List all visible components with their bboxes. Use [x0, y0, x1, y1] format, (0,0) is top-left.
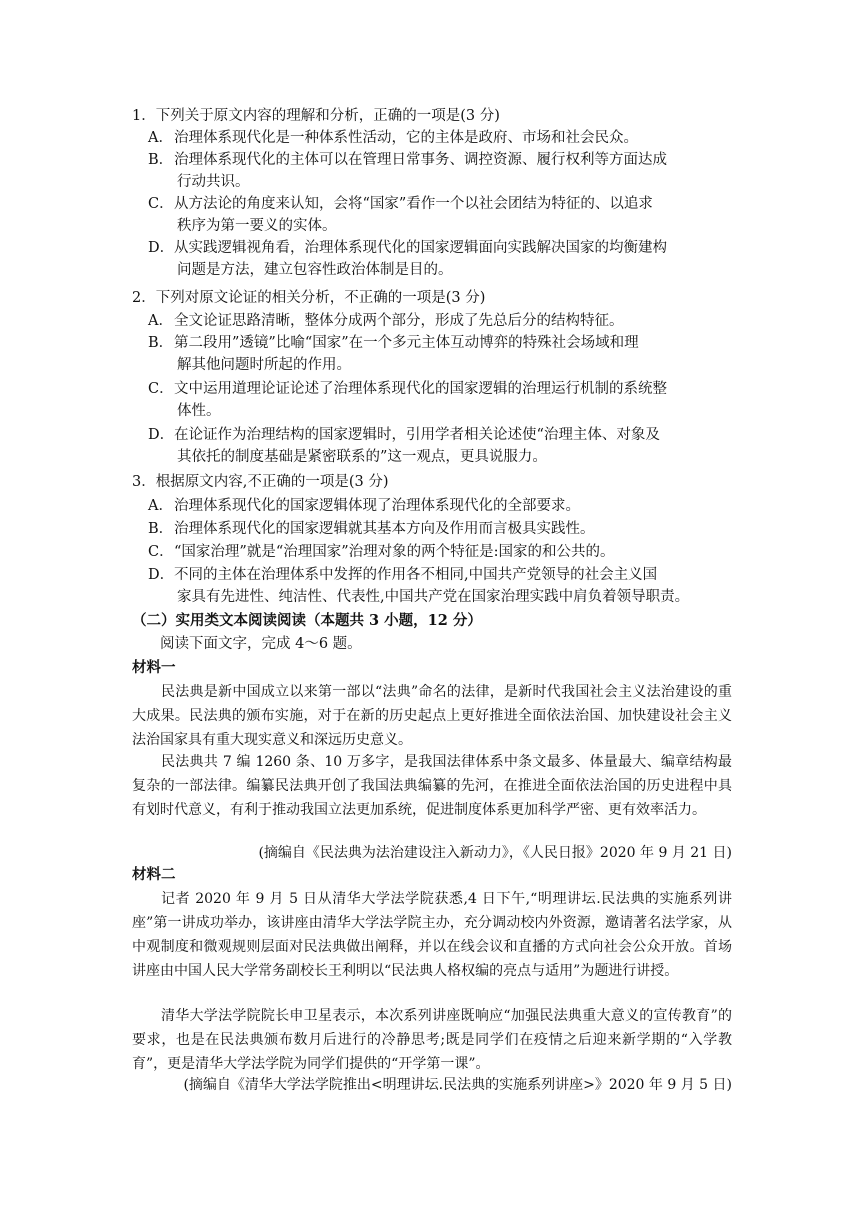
- question-1-stem: 1．下列关于原文内容的理解和分析，正确的一项是(3 分): [132, 108, 500, 124]
- option-text: 第二段用”透镜”比喻“国家”在一个多元主体互动博弈的特殊社会场域和理: [174, 335, 639, 351]
- material-2-paragraph-2: 清华大学法学院院长申卫星表示，本次系列讲座既响应“加强民法典重大意义的宣传教育”的要求，也是在民法典颁布数月后进行的冷静思考;既是同学们在疫情之后迎来新学期的“入学教育”，更是清华大学法学院为同学们提供的“开学第一课”。: [132, 1008, 732, 1072]
- question-1-option-c: [148, 193, 733, 237]
- option-letter: C．: [148, 196, 174, 212]
- section-intro: 阅读下面文字，完成 4～6 题。: [160, 636, 362, 652]
- material-1-source: (摘编自《民法典为法治建设注入新动力》，《人民日报》2020 年 9 月 21 日): [258, 845, 732, 861]
- option-letter: C．: [148, 544, 174, 560]
- material-1-paragraph-1: 民法典是新中国成立以来第一部以“法典”命名的法律，是新时代我国社会主义法治建设的重大成果。民法典的颁布实施，对于在新的历史起点上更好推进全面依法治国、加快建设社会主义法治国家具有重大现实意义和深远历史意义。: [132, 684, 732, 748]
- option-text-continued: 行动共识。: [177, 174, 250, 190]
- question-2-option-a: [148, 310, 733, 332]
- option-text: 从实践逻辑视角看，治理体系现代化的国家逻辑面向实践解决国家的均衡建构: [174, 240, 667, 256]
- question-1-option-a: [148, 127, 733, 149]
- option-text-continued: 秩序为第一要义的实体。: [177, 218, 337, 234]
- option-letter: B．: [148, 521, 174, 537]
- option-text: 治理体系现代化是一种体系性活动，它的主体是政府、市场和社会民众。: [174, 130, 638, 146]
- option-text: 治理体系现代化的国家逻辑体现了治理体系现代化的全部要求。: [174, 498, 580, 514]
- option-text: 治理体系现代化的国家逻辑就其基本方向及作用而言极具实践性。: [174, 521, 595, 537]
- option-text: 在论证作为治理结构的国家逻辑时，引用学者相关论述使“治理主体、对象及: [174, 427, 660, 443]
- question-2-option-d: [148, 424, 733, 468]
- question-1-option-d: [148, 237, 733, 281]
- option-text: 治理体系现代化的主体可以在管理日常事务、调控资源、履行权利等方面达成: [174, 152, 667, 168]
- option-letter: D．: [148, 427, 175, 443]
- option-text: 从方法论的角度来认知，会将“国家”看作一个以社会团结为特征的、以追求: [174, 196, 653, 212]
- option-letter: A．: [148, 130, 173, 146]
- option-letter: A．: [148, 313, 173, 329]
- question-3-option-b: [148, 518, 733, 540]
- option-text: “国家治理”就是“治理国家”治理对象的两个特征是:国家的和公共的。: [174, 544, 615, 560]
- option-letter: B．: [148, 152, 174, 168]
- option-text-continued: 体性。: [177, 403, 221, 419]
- question-3-option-a: [148, 495, 733, 517]
- question-2-option-b: [148, 332, 733, 376]
- option-text: 全文论证思路清晰，整体分成两个部分，形成了先总后分的结构特征。: [174, 313, 624, 329]
- option-text-continued: 问题是方法，建立包容性政治体制是目的。: [177, 262, 453, 278]
- material-1-paragraph-2: 民法典共 7 编 1260 条、10 万多字，是我国法律体系中条文最多、体量最大、编章结构最复杂的一部法律。编纂民法典开创了我国法典编纂的先河，在推进全面依法治国的历史进程中具有划时代意义，有利于推动我国立法更加系统，促进制度体系更加科学严密、更有效率活力。: [132, 754, 732, 818]
- option-letter: A．: [148, 498, 173, 514]
- material-1-title: 材料一: [132, 659, 176, 676]
- option-letter: B．: [148, 335, 174, 351]
- question-3-option-c: [148, 541, 733, 563]
- section-heading: （二）实用类文本阅读阅读（本题共 3 小题，12 分）: [132, 612, 482, 629]
- material-2-title: 材料二: [132, 866, 176, 883]
- question-1-option-b: [148, 149, 733, 193]
- option-text-continued: 其依托的制度基础是紧密联系的”这一观点，更具说服力。: [177, 449, 547, 465]
- option-text: 不同的主体在治理体系中发挥的作用各不相同,中国共产党领导的社会主义国: [174, 567, 658, 583]
- option-letter: D．: [148, 567, 175, 583]
- option-letter: D．: [148, 240, 175, 256]
- question-2-stem: 2．下列对原文论证的相关分析，不正确的一项是(3 分): [132, 290, 486, 306]
- option-letter: C．: [148, 381, 174, 397]
- material-2-paragraph-1: 记者 2020 年 9 月 5 日从清华大学法学院获悉,4 日下午,“明理讲坛.民法典的实施系列讲座”第一讲成功举办，该讲座由清华大学法学院主办，充分调动校内外资源，邀请著名法学家，从中观制度和微观规则层面对民法典做出阐释，并以在线会议和直播的方式向社会公众开放。首场讲座由中国人民大学常务副校长王利明以“民法典人格权编的亮点与适用”为题进行讲授。: [132, 891, 732, 979]
- question-3-stem: 3．根据原文内容,不正确的一项是(3 分): [132, 474, 389, 490]
- question-3-option-d: [148, 564, 733, 608]
- option-text: 文中运用道理论证论述了治理体系现代化的国家逻辑的治理运行机制的系统整: [174, 381, 667, 397]
- option-text-continued: 解其他问题时所起的作用。: [177, 357, 351, 373]
- question-2-option-c: [148, 378, 733, 422]
- option-text-continued: 家具有先进性、纯洁性、代表性,中国共产党在国家治理实践中肩负着领导职责。: [177, 589, 690, 605]
- material-2-source: (摘编自《清华大学法学院推出<明理讲坛.民法典的实施系列讲座>》2020 年 9 月 5 日): [183, 1077, 732, 1093]
